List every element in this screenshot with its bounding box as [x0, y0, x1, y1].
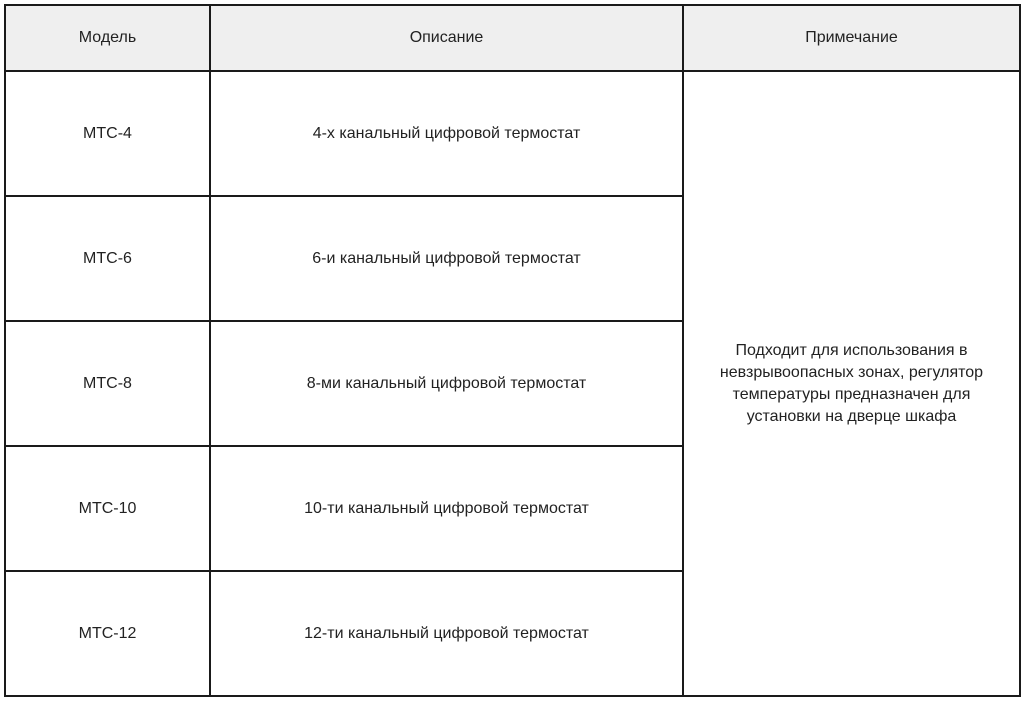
cell-description: 12-ти канальный цифровой термостат — [210, 571, 683, 696]
cell-model: МТС-10 — [5, 446, 210, 571]
note-text: Подходит для использования в невзрывоопасных зонах, регулятор температуры предназначен для установки на дверце шкафа — [719, 341, 984, 425]
cell-model: МТС-4 — [5, 71, 210, 196]
table-row — [5, 71, 1020, 196]
header-description: Описание — [210, 5, 683, 71]
cell-description: 8-ми канальный цифровой термостат — [210, 321, 683, 446]
header-model: Модель — [5, 5, 210, 71]
header-note: Примечание — [683, 5, 1020, 71]
cell-note — [683, 71, 1020, 696]
cell-model: МТС-12 — [5, 571, 210, 696]
cell-model: МТС-6 — [5, 196, 210, 321]
thermostat-spec-table — [4, 4, 1021, 697]
spec-table-container — [4, 4, 1019, 697]
cell-description: 6-и канальный цифровой термостат — [210, 196, 683, 321]
table-header-row — [5, 5, 1020, 71]
cell-description: 10-ти канальный цифровой термостат — [210, 446, 683, 571]
cell-model: МТС-8 — [5, 321, 210, 446]
cell-description: 4-х канальный цифровой термостат — [210, 71, 683, 196]
